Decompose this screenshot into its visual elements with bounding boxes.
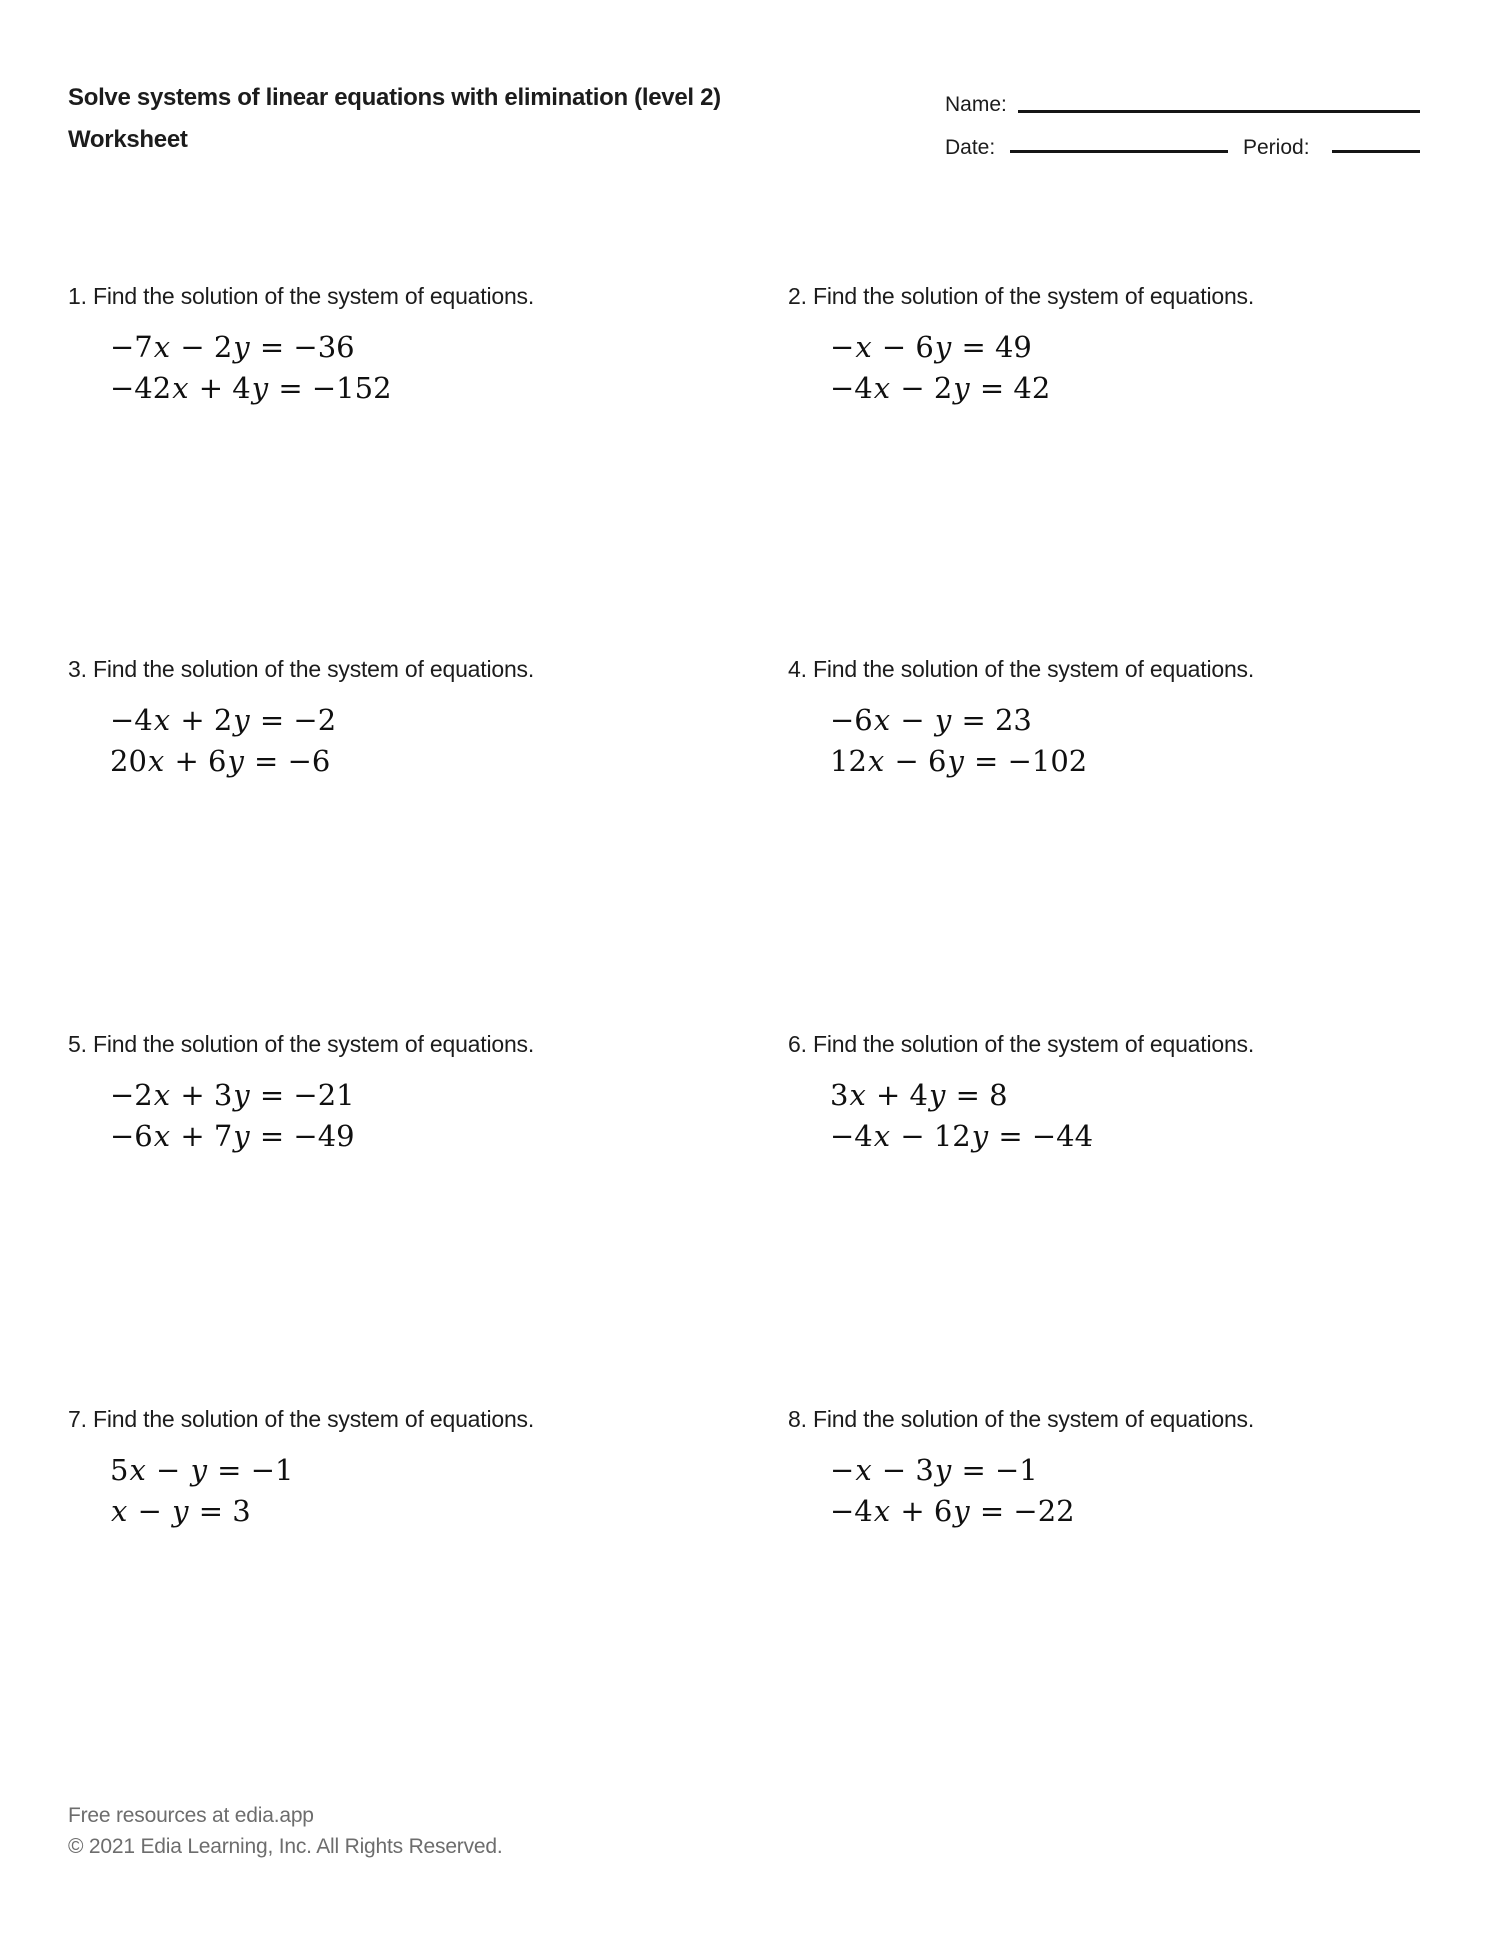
equation: −6x − y = 23 (830, 703, 1032, 737)
problem-5 (68, 1029, 748, 1157)
equation: −4x + 2y = −2 (110, 703, 337, 737)
problem-prompt: Find the solution of the system of equations. (813, 656, 1255, 682)
equation: −42x + 4y = −152 (110, 371, 392, 405)
problem-number: 3. (68, 656, 87, 682)
equation: −x − 6y = 49 (830, 330, 1032, 364)
equation: −2x + 3y = −21 (110, 1078, 355, 1112)
equation-system (110, 700, 748, 782)
problem-prompt: Find the solution of the system of equations. (813, 1406, 1255, 1432)
problem-number: 5. (68, 1031, 87, 1057)
equation-system (830, 1075, 1468, 1157)
equation: 12x − 6y = −102 (830, 744, 1088, 778)
problem-4 (788, 654, 1468, 782)
problem-prompt: Find the solution of the system of equations. (93, 1406, 535, 1432)
worksheet-title: Solve systems of linear equations with elimination (level 2) (68, 84, 721, 111)
equation: −x − 3y = −1 (830, 1453, 1038, 1487)
period-blank-line (1332, 137, 1420, 153)
date-blank-line (1010, 137, 1228, 153)
equation: −6x + 7y = −49 (110, 1119, 355, 1153)
equation-system (830, 700, 1468, 782)
period-label: Period: (1243, 136, 1310, 159)
problem-number: 1. (68, 283, 87, 309)
equation-system (830, 327, 1468, 409)
problem-prompt: Find the solution of the system of equations. (93, 283, 535, 309)
name-blank-line (1018, 95, 1420, 113)
equation: 20x + 6y = −6 (110, 744, 331, 778)
problem-8 (788, 1404, 1468, 1532)
problem-number: 6. (788, 1031, 807, 1057)
problem-prompt: Find the solution of the system of equations. (93, 1031, 535, 1057)
equation: −4x − 2y = 42 (830, 371, 1051, 405)
equation-system (110, 327, 748, 409)
name-label: Name: (945, 93, 1007, 116)
equation-system (830, 1450, 1468, 1532)
problem-1 (68, 281, 748, 409)
problem-2 (788, 281, 1468, 409)
footer-copyright-text: © 2021 Edia Learning, Inc. All Rights Reserved. (68, 1835, 503, 1858)
problem-3 (68, 654, 748, 782)
page-footer (68, 1800, 503, 1862)
problem-number: 7. (68, 1406, 87, 1432)
worksheet-subtitle: Worksheet (68, 126, 188, 153)
date-label: Date: (945, 136, 996, 159)
equation-system (110, 1450, 748, 1532)
equation: 5x − y = −1 (110, 1453, 294, 1487)
problem-6 (788, 1029, 1468, 1157)
equation: 3x + 4y = 8 (830, 1078, 1008, 1112)
problem-number: 4. (788, 656, 807, 682)
equation: x − y = 3 (111, 1494, 251, 1528)
problem-number: 2. (788, 283, 807, 309)
problem-prompt: Find the solution of the system of equations. (813, 1031, 1255, 1057)
problem-prompt: Find the solution of the system of equations. (813, 283, 1255, 309)
equation: −4x + 6y = −22 (830, 1494, 1075, 1528)
footer-resources-text: Free resources at edia.app (68, 1804, 314, 1827)
equation-system (110, 1075, 748, 1157)
equation: −4x − 12y = −44 (830, 1119, 1094, 1153)
equation: −7x − 2y = −36 (110, 330, 355, 364)
problem-7 (68, 1404, 748, 1532)
problem-prompt: Find the solution of the system of equations. (93, 656, 535, 682)
problem-number: 8. (788, 1406, 807, 1432)
